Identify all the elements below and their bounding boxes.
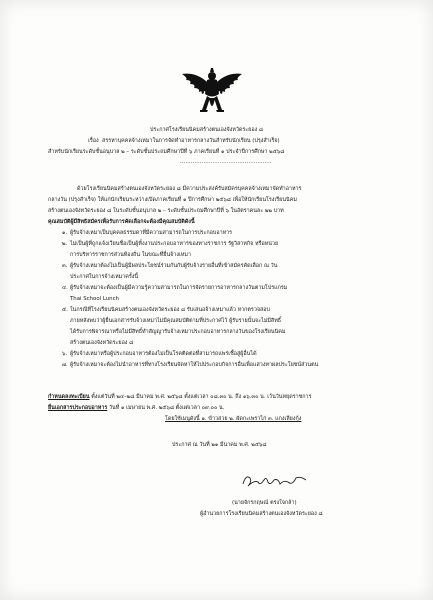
- signature: [240, 470, 310, 492]
- qualification-item: ๔. ผู้รับจ้างเหมาจะต้องเป็นผู้มีความรู้ความสามารถในการจัดรายการอาหารกลางวันตามโปรแกรม: [62, 285, 288, 291]
- qualification-item: ๑. ผู้รับจ้างเหมาเป็นบุคคลธรรมดาที่มีความสามารถในการประกอบอาหาร: [62, 230, 233, 236]
- announcement-title: ประกาศโรงเรียนนิคมสร้างตนเองจังหวัดระยอง ๘: [150, 127, 264, 133]
- intro-line: ด้วยโรงเรียนนิคมสร้างตนเองจังหวัดระยอง ๘ มีความประสงค์รับสมัครบุคคลจ้างเหมาจัดทำอาหาร: [77, 186, 302, 192]
- signer-name: (นายจักรกฤษณ์ ตรงใจกล้า): [232, 500, 297, 506]
- announcement-scope: สำหรับนักเรียนระดับชั้นอนุบาล ๒ – ระดับชั้นประถมศึกษาปีที่ ๖ ภาคเรียนที่ ๑ ประจำปีการศึกษา ๒๕๖๘: [48, 149, 285, 155]
- qualification-item-continued: ภายหลังพบว่าผู้ยื่นเอกสารรับจ้างเหมาไม่มีคุณสมบัติตามที่ประกาศไว้ ผู้รับรายนั้นจะไม่มีสิทธิ์: [70, 318, 282, 324]
- submission-label: ยื่นเอกสารประกอบอาหาร: [48, 405, 108, 411]
- qualification-item-continued: ได้รับการพิจารณาหรือไม่มีสิทธิ์ทำสัญญารับจ้างเหมาประกอบอาหารกลางวันของโรงเรียนนิคม: [70, 329, 286, 335]
- qualification-item: ๓. ผู้รับจ้างเหมาต้องไม่เป็นผู้มีผลประโยชน์ร่วมกันกับผู้รับจ้างรายอื่นที่เข้าสมัครคัดเลือก ณ วัน: [62, 263, 278, 269]
- item-number: ๗.: [62, 362, 68, 368]
- divider-line: ……………………………………………: [180, 159, 272, 165]
- menu-line: โดยใช้เมนูดังนี้ ๑. ข้าวสวย ๒. ผัดกะเพราไก่ ๓. แกงเลียงกุ้ง: [165, 416, 302, 422]
- qualifications-heading: คุณสมบัติผู้มีสิทธิสมัครเพื่อรับการคัดเลือกจะต้องมีคุณสมบัติดังนี้: [48, 219, 195, 225]
- garuda-emblem-icon: [178, 66, 246, 118]
- subject-text: สรรหาบุคคลจ้างเหมาในการจัดทำอาหารกลางวันสำหรับนักเรียน (ปรุงสำเร็จ): [102, 138, 280, 144]
- registration-label: กำหนดลงทะเบียน: [48, 394, 90, 400]
- submission-date: [48, 403, 224, 413]
- qualification-item: ๖. ผู้รับจ้างเหมาหรือผู้ประกอบอาหารต้องไม่เป็นโรคติดต่อที่สามารถแพร่เชื้อสู่ผู้อื่นได้: [62, 351, 257, 357]
- announcement-subject: [88, 136, 280, 146]
- item-number: ๓.: [62, 263, 68, 269]
- intro-line: สร้างตนเองจังหวัดระยอง ๘ ในระดับชั้นอนุบาล ๒ – ระดับชั้นประถมศึกษาปีที่ ๖ ในอัตราคนละ ๒๒ บาท: [48, 208, 284, 214]
- announcement-date: ประกาศ ณ วันที่ ๒๑ มีนาคม พ.ศ. ๒๕๖๘: [172, 442, 267, 448]
- intro-line: กลางวัน (ปรุงสำเร็จ) ให้แก่นักเรียนระหว่างเปิดภาคเรียนที่ ๑ ปีการศึกษา ๒๕๖๘ เพื่อให้นักเรียนโรงเรียนนิคม: [48, 197, 297, 203]
- qualification-item: ๕. ในกรณีที่โรงเรียนนิคมสร้างตนเองจังหวัดระยอง ๘ รับเสนอจ้างเหมาแล้ว หากตรวจสอบ: [62, 307, 270, 313]
- item-number: ๒.: [62, 241, 68, 247]
- item-number: ๔.: [62, 285, 68, 291]
- item-number: ๕.: [62, 307, 68, 313]
- signer-position: ผู้อำนวยการโรงเรียนนิคมสร้างตนเองจังหวัดระยอง ๘: [200, 511, 323, 517]
- registration-period: [48, 392, 311, 402]
- qualification-item-continued: สร้างตนเองจังหวัดระยอง ๘: [70, 340, 134, 346]
- qualification-item: ๗. ผู้รับจ้างเหมาจะต้องไม่นำอาหารที่ทางโรงเรียนจัดหาให้ไปประกอบกิจการอื่นเพื่อแสวงหาผลประโยชน์ส่วนตน: [62, 362, 319, 368]
- qualification-item-continued: ประกาศในการจ้างเหมาครั้งนี้: [70, 274, 139, 280]
- subject-label: เรื่อง: [88, 138, 99, 144]
- item-number: ๑.: [62, 230, 68, 236]
- registration-text: ตั้งแต่วันที่ ๒๔–๒๘ มีนาคม พ.ศ. ๒๕๖๘ ตั้งแต่เวลา ๐๘.๓๐ น. ถึง ๑๖.๓๐ น. เว้นวันหยุดราชการ: [89, 394, 312, 400]
- qualification-item: ๒. ไม่เป็นผู้ที่ถูกแจ้งเวียนชื่อเป็นผู้ทิ้งงานประกอบอาหารของทางราชการ รัฐวิสาหกิจ หรือหน่วย: [62, 241, 279, 247]
- qualification-item-continued: Thai School Lunch: [70, 296, 119, 302]
- submission-text: วันที่ ๑ เมษายน พ.ศ. ๒๕๖๘ ตั้งแต่เวลา ๐๙.๐๐ น.: [107, 405, 225, 411]
- item-number: ๖.: [62, 351, 68, 357]
- qualification-item-continued: การบริหารราชการส่วนท้องถิ่น ในขณะที่ยื่นจ้างเหมา: [70, 252, 191, 258]
